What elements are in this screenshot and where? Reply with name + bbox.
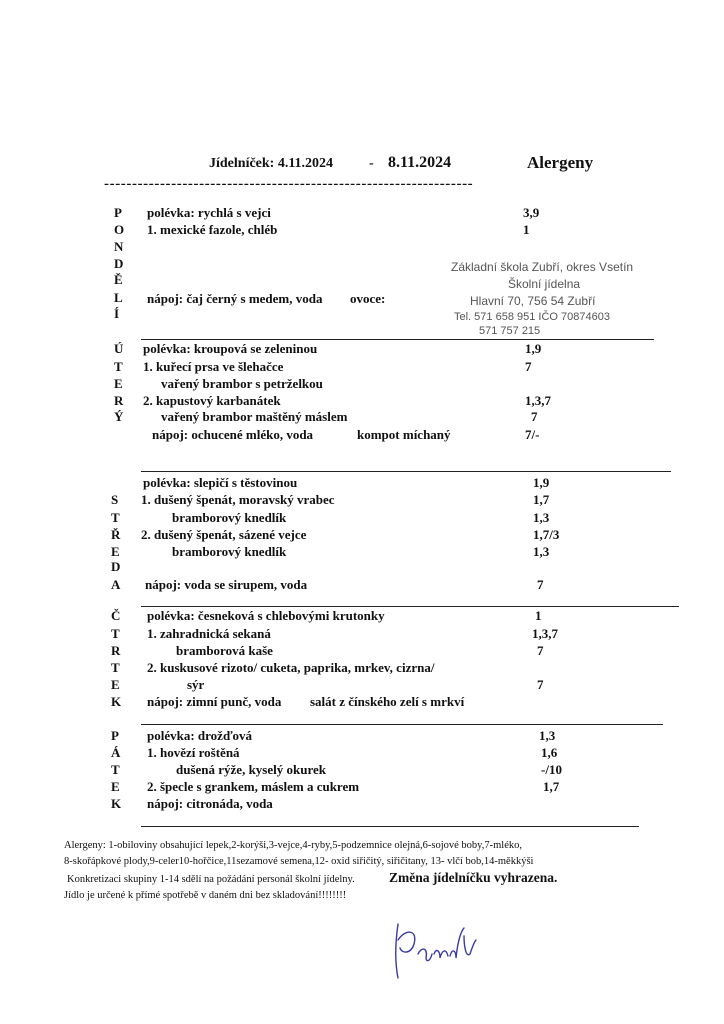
allergen-code: 1 (535, 608, 542, 623)
menu-line: bramborová kaše (176, 643, 273, 658)
menu-line: nápoj: ochucené mléko, voda (152, 427, 314, 442)
day-letter: Ú (114, 341, 124, 356)
menu-line: bramborový knedlík (172, 544, 287, 559)
menu-line: 1. zahradnická sekaná (147, 626, 271, 641)
menu-line: polévka: rychlá s vejci (147, 205, 271, 220)
day-letter: Ý (114, 409, 124, 424)
menu-line: nápoj: zimní punč, voda (147, 694, 282, 709)
menu-line: nápoj: čaj černý s medem, voda (147, 291, 323, 306)
day-letter: Á (111, 745, 121, 760)
menu-line: dušená rýže, kyselý okurek (176, 762, 326, 777)
day-letter: E (111, 544, 120, 559)
day-letter: N (114, 239, 124, 254)
day-letter: Č (111, 608, 121, 623)
menu-line: 1. dušený špenát, moravský vrabec (141, 492, 335, 507)
day-letter: P (111, 728, 119, 743)
stamp-school-name: Základní škola Zubří, okres Vsetín (451, 260, 634, 274)
date-dash: - (369, 156, 374, 171)
menu-line: 2. špecle s grankem, máslem a cukrem (147, 779, 360, 794)
menu-line: 1. kuřecí prsa ve šlehačce (143, 359, 284, 374)
allergen-code: 1,7 (543, 779, 560, 794)
allergen-code: 7 (537, 643, 544, 658)
menu-line: bramborový knedlík (172, 510, 287, 525)
allergen-code: 1,3,7 (532, 626, 558, 641)
section-divider (141, 339, 654, 340)
menu-line: vařený brambor s petrželkou (161, 376, 323, 391)
day-letter: R (111, 643, 121, 658)
day-letter: S (111, 492, 119, 507)
menu-extra: ovoce: (350, 291, 386, 306)
legend-line: Alergeny: 1-obiloviny obsahující lepek,2-korýši,3-vejce,4-ryby,5-podzemnice olejná,6-sojové boby,7-mléko, (64, 840, 522, 851)
allergen-code: 7 (531, 409, 538, 424)
allergen-code: -/10 (541, 762, 562, 777)
legend-line: Konkretizaci skupiny 1-14 sdělí na požádání personál školní jídelny. (67, 874, 355, 885)
menu-line: nápoj: citronáda, voda (147, 796, 273, 811)
day-letter: K (111, 694, 122, 709)
allergen-code: 3,9 (523, 205, 540, 220)
day-letter: K (111, 796, 122, 811)
day-letter: P (114, 205, 122, 220)
menu-line: 2. kuskusové rizoto/ cuketa, paprika, mrkev, cizrna/ (147, 660, 435, 675)
header-separator: ------------------------------------------------------------------ (104, 176, 474, 192)
section-divider (141, 826, 639, 827)
day-letter: E (111, 779, 120, 794)
menu-line: 1. mexické fazole, chléb (147, 222, 278, 237)
day-letter: A (111, 577, 121, 592)
allergen-code: 1 (523, 222, 530, 237)
menu-extra: kompot míchaný (357, 427, 451, 442)
menu-line: polévka: drožďová (147, 728, 252, 743)
day-letter: O (114, 222, 125, 237)
allergen-code: 1,9 (533, 475, 550, 490)
day-letter: T (111, 626, 120, 641)
menu-line: 2. dušený špenát, sázené vejce (141, 527, 307, 542)
allergen-heading: Alergeny (527, 153, 594, 172)
signature (384, 918, 482, 984)
allergen-code: 1,9 (525, 341, 542, 356)
day-letter: T (111, 510, 120, 525)
menu-line: vařený brambor maštěný máslem (161, 409, 348, 424)
menu-line: polévka: česneková s chlebovými krutonky (147, 608, 385, 623)
allergen-code: 1,3,7 (525, 393, 551, 408)
day-letter: D (114, 256, 124, 271)
allergen-code: 7 (525, 359, 532, 374)
stamp-address: Hlavní 70, 756 54 Zubří (470, 294, 596, 308)
day-letter: D (111, 559, 121, 574)
allergen-code: 1,3 (539, 728, 556, 743)
day-letter: Í (114, 306, 120, 321)
allergen-code: 7/- (525, 427, 540, 442)
legend-line: Jídlo je určené k přímé spotřebě v daném dni bez skladování!!!!!!!! (64, 890, 347, 901)
day-letter: T (114, 359, 123, 374)
menu-line: 2. kapustový karbanátek (143, 393, 281, 408)
menu-line: polévka: kroupová se zeleninou (143, 341, 318, 356)
allergen-code: 1,7 (533, 492, 550, 507)
menu-line: 1. hovězí roštěná (147, 745, 240, 760)
menu-title: Jídelníček: 4.11.2024 (209, 156, 334, 171)
allergen-code: 1,6 (541, 745, 558, 760)
stamp-canteen: Školní jídelna (508, 277, 581, 291)
legend-line: 8-skořápkové plody,9-celer10-hořčice,11sezamové semena,12- oxid siřičitý, siřičitany, 13- vlčí bob,14-měkkýši (64, 856, 534, 867)
allergen-code: 7 (537, 577, 544, 592)
stamp-phone-ico: Tel. 571 658 951 IČO 70874603 (454, 311, 610, 323)
day-letter: E (111, 677, 120, 692)
day-letter: T (111, 762, 120, 777)
menu-change-notice: Změna jídelníčku vyhrazena. (389, 870, 558, 885)
menu-line: nápoj: voda se sirupem, voda (145, 577, 308, 592)
day-letter: Ř (111, 527, 121, 542)
allergen-code: 1,3 (533, 510, 550, 525)
menu-line: sýr (187, 677, 205, 692)
end-date: 8.11.2024 (388, 154, 452, 171)
stamp-phone-2: 571 757 215 (479, 325, 541, 337)
allergen-code: 1,7/3 (533, 527, 560, 542)
day-letter: R (114, 393, 124, 408)
day-letter: E (114, 376, 123, 391)
day-letter: Ě (114, 272, 123, 287)
menu-extra: salát z čínského zelí s mrkví (310, 694, 465, 709)
section-divider (141, 724, 663, 725)
section-divider (141, 606, 679, 607)
day-letter: T (111, 660, 120, 675)
section-divider (141, 471, 671, 472)
day-letter: L (114, 290, 123, 305)
allergen-code: 1,3 (533, 544, 550, 559)
menu-line: polévka: slepičí s těstovinou (143, 475, 298, 490)
allergen-code: 7 (537, 677, 544, 692)
